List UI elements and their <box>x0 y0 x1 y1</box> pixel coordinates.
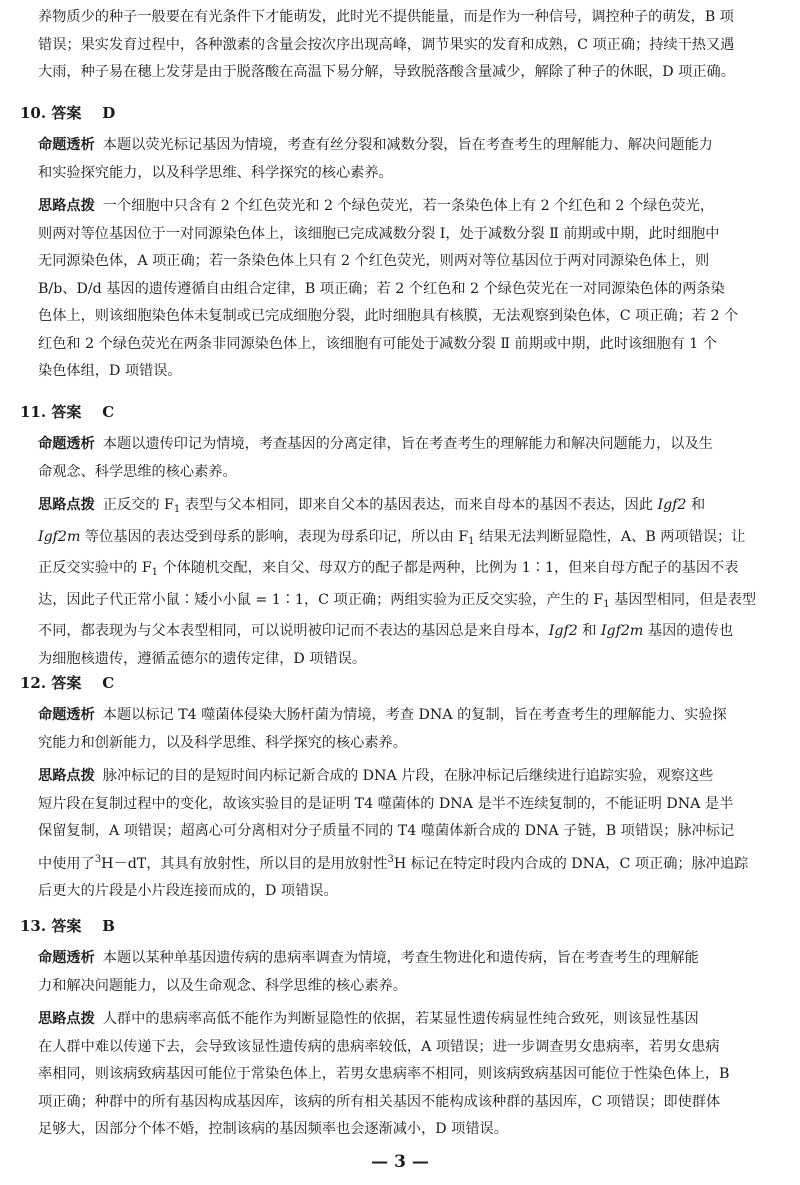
answer-value: B <box>102 917 115 935</box>
question-number: 11. <box>20 403 47 421</box>
text-line: 为细胞核遗传，遵循孟德尔的遗传定律，D 项错误。 <box>38 650 367 667</box>
text-line: 本题以标记 T4 噬菌体侵染大肠杆菌为情境，考查 DNA 的复制，旨在考查考生的理解能力、实验探 <box>102 707 727 723</box>
text-span: 表型与父本相同，即来自父本的基因表达，而来自母本的基因不表达，因此 <box>180 497 658 513</box>
guidance-label: 思路点拨 <box>38 1011 95 1027</box>
text-span: 基因的遗传也 <box>643 623 734 639</box>
q13-analysis <box>38 945 780 1000</box>
text-line: 染色体组，D 项错误。 <box>38 363 182 379</box>
answer-value: C <box>102 674 115 692</box>
answer-label: 答案 <box>51 674 82 692</box>
q12-answer <box>20 670 114 697</box>
text-span: 和 <box>577 623 601 639</box>
page-number: — 3 — <box>371 1152 429 1172</box>
q13-guidance <box>38 1006 780 1144</box>
text-span: 和 <box>686 497 706 513</box>
subscript: 1 <box>151 567 159 578</box>
text-span: 基因型相同，但是表型 <box>609 591 757 608</box>
text-line: 一个细胞中只含有 2 个红色荧光和 2 个绿色荧光，若一条染色体上有 2 个红色和 2 个绿色荧光， <box>102 198 715 214</box>
gene-name: Igf2 <box>657 497 687 513</box>
text-line: 和实验探究能力，以及科学思维、科学探究的核心素养。 <box>38 164 393 181</box>
text-line: 在人群中难以传递下去，会导致该显性遗传病的患病率较低，A 项错误；进一步调查男女患病率，若男女患病 <box>38 1038 720 1055</box>
analysis-label: 命题透析 <box>38 707 95 723</box>
text-line: 色体上，则该细胞染色体未复制或已完成细胞分裂，此时细胞具有核膜，无法观察到染色体，C 项正确；若 2 个 <box>38 308 739 324</box>
guidance-label: 思路点拨 <box>38 768 95 784</box>
q11-answer <box>20 399 114 426</box>
text-span: 正反交实验中的 F <box>38 560 152 576</box>
question-number: 12. <box>20 674 47 692</box>
question-number: 10. <box>20 104 47 122</box>
text-span: 个体随机交配，来自父、母双方的配子都是两种，比例为 1∶1，但来自母方配子的基因不表 <box>158 560 739 576</box>
text-span: H－dT，其具有放射性，所以目的是用放射性 <box>101 855 388 872</box>
text-span: 结果无法判断显隐性，A、B 两项错误；让 <box>474 528 746 545</box>
superscript: 3 <box>387 853 394 865</box>
text-line: 养物质少的种子一般要在有光条件下才能萌发，此时光不提供能量，而是作为一种信号，调控种子的萌发，B 项 <box>38 9 734 25</box>
intro-paragraph <box>38 4 780 87</box>
q11-analysis <box>38 431 780 486</box>
text-span: H 标记在特定时段内合成的 DNA，C 项正确；脉冲追踪 <box>393 855 749 872</box>
superscript: 3 <box>94 853 102 865</box>
text-line: 项正确；种群中的所有基因构成基因库，该病的所有相关基因不能构成该种群的基因库，C 项错误；即使群体 <box>38 1093 721 1110</box>
text-span: 等位基因的表达受到母系的影响，表现为母系印记，所以由 F <box>80 528 469 545</box>
text-line: 则两对等位基因位于一对同源染色体上，该细胞已完成减数分裂 Ⅰ，处于减数分裂 Ⅱ 前期或中期，此时细胞中 <box>38 225 720 242</box>
subscript: 1 <box>468 535 475 547</box>
text-line: 命观念、科学思维的核心素养。 <box>38 463 237 480</box>
subscript: 1 <box>173 504 181 515</box>
q10-analysis <box>38 132 780 187</box>
guidance-label: 思路点拨 <box>38 497 95 513</box>
analysis-label: 命题透析 <box>38 950 95 966</box>
text-line: 保留复制，A 项错误；超离心可分离相对分子质量不同的 T4 噬菌体新合成的 DNA 子链，B 项错误；脉冲标记 <box>38 823 735 839</box>
text-line: 脉冲标记的目的是短时间内标记新合成的 DNA 片段，在脉冲标记后继续进行追踪实验，观察这些 <box>102 768 714 784</box>
text-line: 足够大，因部分个体不婚，控制该病的基因频率也会逐渐减小，D 项错误。 <box>38 1121 508 1137</box>
q12-guidance <box>38 763 780 906</box>
text-span: 达，因此子代正常小鼠∶矮小小鼠 = 1∶1，C 项正确；两组实验为正反交实验，产生的 F <box>38 591 604 608</box>
answer-value: D <box>102 104 116 122</box>
q10-answer <box>20 100 115 127</box>
text-line: 无同源染色体，A 项正确；若一条染色体上只有 2 个红色荧光，则两对等位基因位于两对同源染色体上，则 <box>38 253 710 269</box>
subscript: 1 <box>603 598 610 610</box>
text-line: 本题以遗传印记为情境，考查基因的分离定律，旨在考查考生的理解能力和解决问题能力，以及生 <box>102 436 713 452</box>
text-line: 力和解决问题能力，以及生命观念、科学思维的核心素养。 <box>38 977 407 994</box>
answer-label: 答案 <box>51 403 82 421</box>
text-span: 不同，都表现为与父本表型相同，可以说明被印记而不表达的基因总是来自母本， <box>38 623 549 639</box>
text-span: 中使用了 <box>38 855 95 872</box>
text-line: 短片段在复制过程中的变化，故该实验目的是证明 T4 噬菌体的 DNA 是半不连续复制的，不能证明 DNA 是半 <box>38 795 734 812</box>
guidance-label: 思路点拨 <box>38 198 95 214</box>
text-span: 正反交的 F <box>102 497 174 513</box>
q13-answer <box>20 913 115 940</box>
q12-analysis <box>38 702 780 757</box>
text-line: 红色和 2 个绿色荧光在两条非同源染色体上，该细胞有可能处于减数分裂 Ⅱ 前期或中期，此时该细胞有 1 个 <box>38 335 718 352</box>
text-line: 后更大的片段是小片段连接而成的，D 项错误。 <box>38 883 338 899</box>
text-line: B/b、D/d 基因的遗传遵循自由组合定律，B 项正确；若 2 个红色和 2 个绿色荧光在一对同源染色体的两条染 <box>38 280 725 297</box>
answer-label: 答案 <box>51 104 82 122</box>
gene-name: Igf2m <box>600 623 644 639</box>
analysis-label: 命题透析 <box>38 137 95 153</box>
gene-name: Igf2 <box>548 623 578 639</box>
q10-guidance <box>38 193 780 386</box>
text-line: 率相同，则该病致病基因可能位于常染色体上，若男女患病率不相同，则该病致病基因可能位于性染色体上，B <box>38 1066 730 1082</box>
text-line: 本题以某种单基因遗传病的患病率调查为情境，考查生物进化和遗传病，旨在考查考生的理解能 <box>102 950 699 966</box>
text-line: 本题以荧光标记基因为情境，考查有丝分裂和减数分裂，旨在考查考生的理解能力、解决问题能力 <box>102 137 713 153</box>
text-line: 人群中的患病率高低不能作为判断显隐性的依据，若某显性遗传病显性纯合致死，则该显性基因 <box>102 1011 699 1027</box>
answer-label: 答案 <box>51 917 82 935</box>
gene-name: Igf2m <box>38 528 81 545</box>
question-number: 13. <box>20 917 47 935</box>
q11-guidance <box>38 492 780 673</box>
answer-value: C <box>102 403 115 421</box>
analysis-label: 命题透析 <box>38 436 95 452</box>
text-line: 错误；果实发育过程中，各种激素的含量会按次序出现高峰，调节果实的发育和成熟，C 项正确；持续干热又遇 <box>38 36 735 53</box>
text-line: 大雨，种子易在穗上发芽是由于脱落酸在高温下易分解，导致脱落酸含量减少，解除了种子的休眠，D 项正确。 <box>38 64 735 80</box>
text-line: 究能力和创新能力，以及科学思维、科学探究的核心素养。 <box>38 734 407 751</box>
